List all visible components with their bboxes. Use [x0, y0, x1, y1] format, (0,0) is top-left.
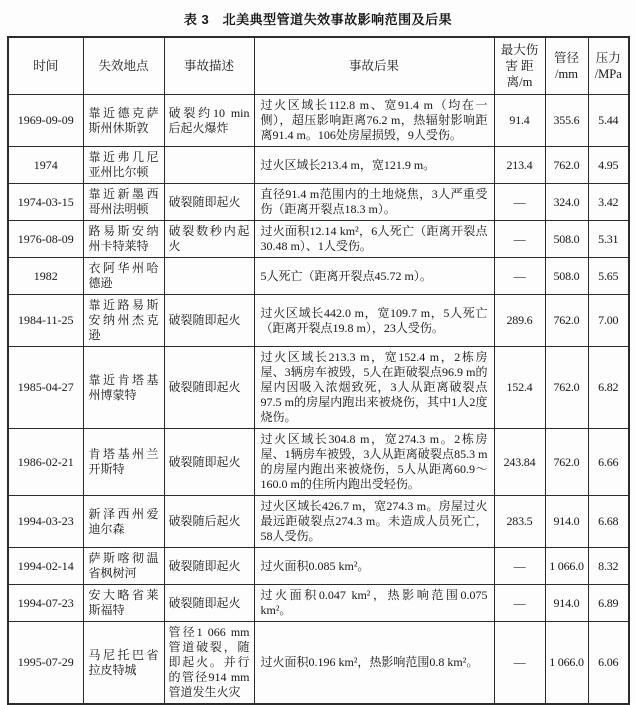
cell-time: 1986-02-21	[8, 429, 83, 496]
cell-max-distance: 243.84	[494, 429, 545, 496]
cell-consequence: 过火面积12.14 km²，6人死亡（距离开裂点30.48 m）、1人受伤。	[254, 221, 494, 258]
table-row	[8, 221, 629, 258]
cell-consequence: 过火区域长442.0 m，宽109.7 m，5人死亡（距离开裂点19.8 m），23人受伤。	[254, 295, 494, 347]
cell-pressure: 5.65	[588, 258, 629, 295]
table-body	[8, 95, 629, 705]
table-row	[8, 429, 629, 496]
cell-description	[164, 258, 254, 295]
cell-location: 衣阿华州哈德逊	[83, 258, 164, 295]
table-row	[8, 147, 629, 184]
cell-description: 破裂随即起火	[164, 184, 254, 221]
column-header-diameter: 管径 /mm	[545, 37, 588, 95]
cell-location: 路易斯安纳州卡特莱特	[83, 221, 164, 258]
cell-location: 安大略省莱斯福特	[83, 585, 164, 622]
cell-pressure: 3.42	[588, 184, 629, 221]
table-row	[8, 548, 629, 585]
cell-time: 1982	[8, 258, 83, 295]
cell-diameter: 762.0	[545, 147, 588, 184]
cell-consequence: 过火面积0.085 km²。	[254, 548, 494, 585]
cell-pressure: 6.89	[588, 585, 629, 622]
cell-pressure: 7.00	[588, 295, 629, 347]
cell-description: 破裂随即起火	[164, 347, 254, 429]
column-header-consequence: 事故后果	[254, 37, 494, 95]
table-row	[8, 585, 629, 622]
cell-description: 破裂随即起火	[164, 295, 254, 347]
cell-diameter: 508.0	[545, 221, 588, 258]
cell-description	[164, 147, 254, 184]
cell-location: 萨斯喀彻温省枫树河	[83, 548, 164, 585]
cell-diameter: 914.0	[545, 496, 588, 548]
cell-description: 破裂约10 min后起火爆炸	[164, 95, 254, 147]
cell-location: 靠近肯塔基州博蒙特	[83, 347, 164, 429]
cell-description: 破裂随后起火	[164, 496, 254, 548]
cell-time: 1995-07-29	[8, 622, 83, 705]
table-header-row	[8, 37, 629, 95]
cell-max-distance: —	[494, 622, 545, 705]
cell-time: 1985-04-27	[8, 347, 83, 429]
cell-pressure: 5.31	[588, 221, 629, 258]
cell-consequence: 过火区域长112.8 m、宽91.4 m（均在一侧），超压影响距离76.2 m，热辐射影响距离91.4 m。106处房屋损毁，9人受伤。	[254, 95, 494, 147]
cell-location: 靠近弗几尼亚州比尔顿	[83, 147, 164, 184]
cell-diameter: 914.0	[545, 585, 588, 622]
cell-time: 1976-08-09	[8, 221, 83, 258]
cell-pressure: 5.44	[588, 95, 629, 147]
cell-diameter: 508.0	[545, 258, 588, 295]
cell-max-distance: 283.5	[494, 496, 545, 548]
cell-max-distance: 289.6	[494, 295, 545, 347]
cell-max-distance: —	[494, 548, 545, 585]
cell-time: 1974	[8, 147, 83, 184]
column-header-time: 时间	[8, 37, 83, 95]
column-header-description: 事故描述	[164, 37, 254, 95]
cell-description: 破裂随即起火	[164, 585, 254, 622]
cell-pressure: 8.32	[588, 548, 629, 585]
cell-time: 1994-02-14	[8, 548, 83, 585]
cell-time: 1994-03-23	[8, 496, 83, 548]
cell-pressure: 6.68	[588, 496, 629, 548]
cell-diameter: 762.0	[545, 295, 588, 347]
cell-diameter: 762.0	[545, 429, 588, 496]
cell-location: 马尼托巴省拉皮特城	[83, 622, 164, 705]
cell-description: 破裂随即起火	[164, 429, 254, 496]
cell-location: 靠近新墨西哥州法明顿	[83, 184, 164, 221]
cell-max-distance: —	[494, 221, 545, 258]
cell-description: 管径1 066 mm管道破裂，随即起火。并行的管径914 mm管道发生火灾	[164, 622, 254, 705]
cell-max-distance: —	[494, 184, 545, 221]
cell-consequence: 过火面积0.047 km²，热影响范围0.075 km²。	[254, 585, 494, 622]
column-header-pressure: 压力 /MPa	[588, 37, 629, 95]
cell-diameter: 1 066.0	[545, 622, 588, 705]
cell-pressure: 6.66	[588, 429, 629, 496]
cell-pressure: 4.95	[588, 147, 629, 184]
cell-time: 1974-03-15	[8, 184, 83, 221]
cell-time: 1994-07-23	[8, 585, 83, 622]
table-row	[8, 258, 629, 295]
cell-description: 破裂随即起火	[164, 548, 254, 585]
cell-max-distance: 91.4	[494, 95, 545, 147]
cell-pressure: 6.06	[588, 622, 629, 705]
cell-pressure: 6.82	[588, 347, 629, 429]
cell-diameter: 762.0	[545, 347, 588, 429]
cell-consequence: 直径91.4 m范围内的土地烧焦，3人严重受伤（距离开裂点18.3 m）。	[254, 184, 494, 221]
table-row	[8, 347, 629, 429]
table-row	[8, 184, 629, 221]
table-row	[8, 622, 629, 705]
cell-diameter: 324.0	[545, 184, 588, 221]
cell-location: 新泽西州爱迪尔森	[83, 496, 164, 548]
cell-max-distance: —	[494, 585, 545, 622]
cell-location: 靠近路易斯安纳州杰克逊	[83, 295, 164, 347]
cell-location: 靠近德克萨斯州休斯敦	[83, 95, 164, 147]
cell-consequence: 过火区域长304.8 m，宽274.3 m。2栋房屋、1辆房车被毁，3人从距离破裂点85.3 m的房屋内跑出来被烧伤，5人从距离60.9～160.0 m的住所内跑出受轻伤。	[254, 429, 494, 496]
cell-max-distance: —	[494, 258, 545, 295]
cell-description: 破裂数秒内起火	[164, 221, 254, 258]
cell-max-distance: 213.4	[494, 147, 545, 184]
column-header-location: 失效地点	[83, 37, 164, 95]
cell-consequence: 过火区域长213.3 m，宽152.4 m，2栋房屋、3辆房车被毁，5人在距破裂点96.9 m的屋内因吸入浓烟致死，3人从距离破裂点97.5 m的房屋内跑出来被烧伤，其中1人2度烧伤。	[254, 347, 494, 429]
cell-max-distance: 152.4	[494, 347, 545, 429]
cell-diameter: 1 066.0	[545, 548, 588, 585]
cell-consequence: 过火区域长426.7 m，宽274.3 m。房屋过火最远距破裂点274.3 m。未造成人员死亡，58人受伤。	[254, 496, 494, 548]
cell-time: 1969-09-09	[8, 95, 83, 147]
table-row	[8, 295, 629, 347]
accidents-table	[7, 36, 630, 705]
cell-consequence: 过火区域长213.4 m，宽121.9 m。	[254, 147, 494, 184]
cell-diameter: 355.6	[545, 95, 588, 147]
column-header-max-distance: 最大伤害 距离/m	[494, 37, 545, 95]
cell-location: 肯塔基州兰开斯特	[83, 429, 164, 496]
cell-consequence: 5人死亡（距离开裂点45.72 m）。	[254, 258, 494, 295]
table-row	[8, 95, 629, 147]
cell-time: 1984-11-25	[8, 295, 83, 347]
cell-consequence: 过火面积0.196 km²，热影响范围0.8 km²。	[254, 622, 494, 705]
table-row	[8, 496, 629, 548]
table-title: 表 3 北美典型管道失效事故影响范围及后果	[183, 12, 453, 27]
